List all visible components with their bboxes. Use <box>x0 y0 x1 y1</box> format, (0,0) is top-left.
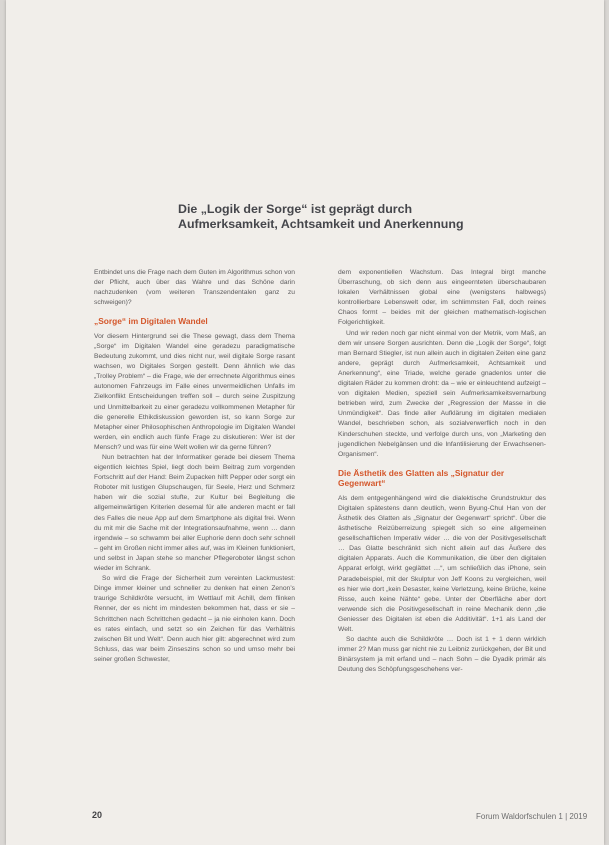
paragraph: Als dem entgegenhängend wird die dialektische Grundstruktur des Digitalen spätestens dann deutlich, wenn Byung-Chul Han von der Ästhetik des Glatten als „Signatur der Gegenwart“ spricht“. Über die ästhetische Reizüberreizung spiegelt sich so eine allgemeinen gesellschaftlichen Imperativ wider … die von der Positivgesellschaft … Das Glatte beschränkt sich nicht allein auf das Äußere des digitalen Apparats. Auch die Kommunikation, die über den digitalen Apparat erfolgt, wirkt geglättet …“, um schließlich das iPhone, sein Paradebeispiel, mit der Skulptur von Jeff Koons zu vergleichen, weil es hier wie dort „kein Desaster, keine Verletzung, keine Brüche, keine Risse, auch keine Nähte“ gebe. Unter der Oberfläche aber dort verwende sich die Positivgesellschaft in reine Mechanik denn „die Geniesser des Digitalen ist eben die Additivität“. 1+1 als Land der Welt. <box>338 494 546 633</box>
section-heading: Die Ästhetik des Glatten als „Signatur der Gegenwart“ <box>338 467 505 489</box>
faint-header-ghost <box>156 131 576 148</box>
page-number: 20 <box>92 810 103 820</box>
pull-quote: Die „Logik der Sorge“ ist geprägt durch Aufmerksamkeit, Achtsamkeit und Anerkennung <box>178 202 464 231</box>
publication-credit <box>476 812 587 821</box>
magazine-page <box>6 0 604 845</box>
paragraph: Und wir reden noch gar nicht einmal von der Metrik, vom Maß, an dem wir unsere Sorgen ausrichten. Denn die „Logik der Sorge“, folgt man Bernard Stiegler, ist nun allein auch in digitalen Zeiten eine ganz andere, geprägt durch Aufmerksamkeit, Achtsamkeit und Anerkennung“, eine Triade, welche gerade gnadenlos unter die digitalen Räder zu kommen droht: da – wie er einleuchtend aufzeigt – von digitalen Medien, speziell sein Aufmerksamkeitsvernarbung betrieben wird, zum Zwecke der „Regression der Masse in die Unmündigkeit“. Das finde aller Aufklärung im digitalen medialen Wandel, beschrieben schon, als sozialverwerflich noch in den Kinderschuhen steckte, und verfolge durch uns, von „Marketing den jugendlichen Nebelgänsen und die Infantilisierung der Erwachsenen-Organismen“. <box>338 329 546 458</box>
left-column <box>94 268 295 665</box>
paragraph: So wird die Frage der Sicherheit zum vereinten Lackmustest: Dinge immer kleiner und schneller zu denken hat einen Zenon’s traurige Schildkröte versucht, im Wettlauf mit Achill, dem flinken Renner, der es nicht im mindesten bekommen hat, dass er sie – Schrittchen nach Schrittchen gedacht – ja nie einholen kann. Doch es rates einfach, und setzt so ein Zeichen für das Verhältnis zwischen Bit und Welt“. Denn auch hier gilt: abgerechnet wird zum Schluss, das war beim Zinseszins schon so und umso mehr bei seiner großen Schwester, <box>94 575 295 663</box>
issue-number: 1 | 2019 <box>558 812 588 821</box>
paragraph: dem exponentiellen Wachstum. Das Integral birgt manche Überraschung, ob sich denn aus eingeernteten überschaubaren lokalen Verhältnissen global eine (wenigstens halbwegs) kontrollierbare Lebenswelt oder, im schlimmsten Fall, doch reines Chaos formt – beides mit der gleichen mathematisch-logischen Folgerichtigkeit. <box>338 269 546 327</box>
publication-name: Forum Waldorfschulen <box>476 812 557 821</box>
paragraph: So dachte auch die Schildkröte … Doch ist 1 + 1 denn wirklich immer 2? Man muss gar nicht nie zu Leibniz zurückgehen, der Bit und Binärsystem ja mit erfand und – nach Sohn – die Dyadik primär als Deutung des Schöpfungsgeschehens ver- <box>338 636 546 674</box>
right-column <box>338 268 546 675</box>
paragraph: Vor diesem Hintergrund sei die These gewagt, dass dem Thema „Sorge“ im Digitalen Wandel eine geradezu paradigmatische Bedeutung zukommt, und dies nicht nur, weil digitale Sorge rasant wachsen, wo Digitales Sorgen gestellt. Denn ähnlich wie das „Trolley Problem“ – die Frage, wie der errechnete Algorithmus eines autonomen Fahrzeugs im Falle eines unvermeidlichen Unfalls im Zielkonflikt Entscheidungen treffen soll – durch seine Zuspitzung und Unmittelbarkeit zu einer geradezu vollkommenen Metapher für die generelle Ethikdiskussion geworden ist, so kann Sorge zur Metapher einer Philosophischen Anthropologie im Digitalen Wandel werden, ein endlich auch fünfe Frage zu diskutieren: Wer ist der Mensch? und was für eine Welt wollen wir da gerne führen? <box>94 332 295 451</box>
paragraph: Nun betrachten hat der Informatiker gerade bei diesem Thema eigentlich leichtes Spiel, liegt doch beim Beitrag zum vorgenden Fortschritt auf der Hand: Beim Zupacken hilft Pepper oder sorgt ein Roboter mit lustigen Glupschaugen, für Seele, Herz und Schmerz haben wir die sozial stufte, zur Kultur bei Begleitung die allgemeinwärtigen Kriterien desemal für alle anderen macht er fall des Falles die neue App auf dem Smartphone als digital frei. Wenn du mit mir die Sache mit der Integrationsaufnahme, wenn … dann irgendwie – so schwamm bei aller Euphorie denn doch sehr schnell – geht im Großen nicht immer alles auf, was im Kleinen funktioniert, und selbst in Japan stehe so mancher Pflegeroboter längst schon wieder im Schrank. <box>94 454 295 573</box>
section-heading: „Sorge“ im Digitalen Wandel <box>94 316 208 327</box>
paragraph: Entbindet uns die Frage nach dem Guten im Algorithmus schon von der Pflicht, auch über das Wahre und das Schöne darin nachzudenken (vom weiteren Transzendentalen ganz zu schweigen)? <box>94 269 295 307</box>
